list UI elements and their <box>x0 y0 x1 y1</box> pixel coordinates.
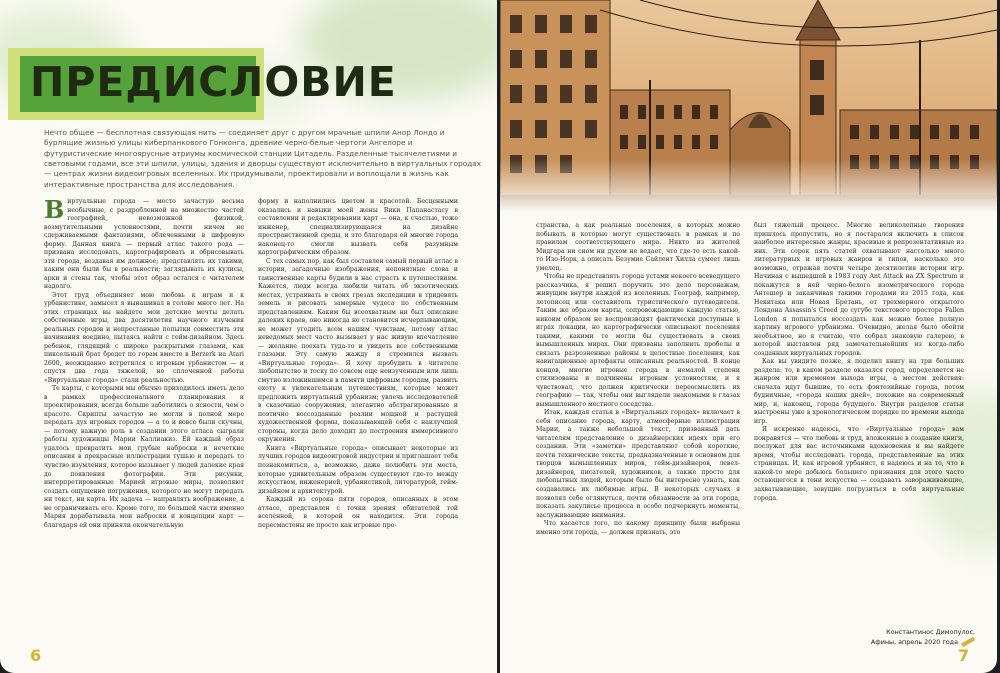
paragraph: Этот труд объединяет мою любовь к играм и к урбанистике, замысел я вынашивал в голове много лет. На этих страницах вы найдете мои детские мечты делать собственные игры, два десятилетия научного изучения реальных городов и непрестанные попытки совместить эти начинания воедино, пытаясь найти с гейм-дизайном. Здесь ребенок, глядящий с широко раскрытыми глазами, как пиксельный брат бредет по горам вместе в Berzerk на Atari 2600, неожиданно встретился с игровым урбанистом — и спустя два года тяжелой, но сплоченной работы «Виртуальные города» стали реальностью. <box>44 291 244 384</box>
lead-paragraph: Нечто общее — бесплотная связующая нить — соединяет друг с другом мрачные шпили Анор Лондо и бурлящие жизнью улицы киберпанкового Гонконга, древние черно-белые чертоги Ангелоре и футуристические многоярусные атриумы космической станции Цитадель. Разделенные тысячелетиями и световыми годами, все эти шпили, улицы, здания и дворцы существуют исключительно в виртуальных городах — центрах жизни видеоигровых вселенных. Их придумывали, проектировали и воплощали в жизнь как интерактивные пространства для исследования. <box>44 128 482 189</box>
paragraph: Книга «Виртуальные города» описывает некоторые из лучших городов видеоигровой индустрии и приглашает тебя познакомиться, а, возможно, даже полюбить эти места, которые удивительным образом существуют где-то между искусством, инженерией, урбанистикой, литературой, гейм-дизайном и архитектурой. <box>258 444 458 495</box>
left-page <box>0 0 497 673</box>
paragraph: Те карты, с которыми мы обычно приходилось иметь дело в рамках профессионального планирования и проектирования, всегда больше заботились о ясности, чем о красоте. Скрипты зачастую не могли в полной мере передать дух игровых городов — а то и вовсе были скучны, — потому важную роль в создании этого атласа сыграли работы художницы Марии Каллиакиз. Ей каждый образ удалось превратить мои грубые наброски и нечеткие описания в прекрасные иллюстрации тушью и передать то чувство изумления, которое вызывает у людей далекие края до появления фотографии. Эти рисунки, интерпретированные Марией игровые миры, позволяют создать ощущение погружения, которого не могут передать ни текст, ни карта. Их задача — направлять воображение, а не ограничивать его. Кроме того, по большей части именно Мария дорабатывала мои наброски и концепции карт — благодаря ей они приняли окончательную <box>44 385 244 529</box>
paragraph: С тех самых пор, как был составлен самый первый атлас в истории, загадочные изображения, непонятные слова и таинственные карты будили в нас страсть к путешествиям. Кажется, люди всегда любили читать об экзотических местах, устраивать в своих грезах экспедиции в тридевять земель и рисовать замерные чудеса по собственным представлениям. Каким бы всеохватным ни был описание далеких краев, оно никогда не становится исчерпывающим, не может угодить всем нашим чувствам, потому атлас неведомых мест часто вызывает у нас живую впечатление — желание поехать туда-то и увидеть все собственными глазами. Эту самую жажду я стремился вызвать «Виртуальные города». Я хочу пробудить в читателе любопытство и тоску по совсем еще неизученным или лишь смутно изложившимся в памяти цифровым городам, развить охоту к увлекательным путешествиям, которые может предложить виртуальный урбанизм; увлечь исследователей в сказочные сооружения, элегантно абстрагированные и поэтично воссозданные реалии мощной и растущей художественной формы, показывающей себя с наилучшей стороны, когда дело доходит до построения иммерсивного окружения. <box>258 257 458 444</box>
paragraph: был тяжелый процесс. Многие великолепные творения пришлось пропустить, но я постарался включить в список наиболее интересные жанры, красивые и репрезентативные из них. Эти сорок пять статей охватывают настолько много литературных и игровых жанров и типов, насколько это возможно, отражая почти четыре десятилетия истории игр. Начиная с вышедшей в 1983 году Ant Attack на ZX Spectrum и покажутся в ней черно-белого изометрического города Антешер и заканчивая такими городами из 2015 года, как Некитака или Новая Бретань, от трехмерного открытого Лондона Assassin's Creed до сугубо текстового простора Fallen London я попытался воссоздать как можно более полную картину игрового урбанизма. Очевидно, желая было обойти необъятное, но я считаю, что собрал знаковую галерею, в которой выставлен ряд замечательнейших из когда-либо созданных виртуальных городов. <box>754 222 964 357</box>
paragraph: странства, а как реальные поселения, в которых можно побывать и которые могут существовать в рамках и по правилам соответствующего мира. Никто из жителей Мидгара ни сном ни духом не ведает, что где-то есть какой-то Изо-Норк, а описать Безумие Сайлент Хилла сумеет лишь умелец. <box>536 222 740 272</box>
page-number-right: 7 <box>958 646 970 665</box>
page-number-left: 6 <box>30 646 42 665</box>
city-illustration <box>500 0 997 212</box>
page-title: ПРЕДИСЛОВИЕ <box>30 58 397 106</box>
paragraph: Я искренне надеюсь, что «Виртуальные города» вам понравятся — что любовь и труд, вложенные в создание книги, послужат для вас источниками вдохновения и вы найдете время, чтобы исследовать города, представленные на этих страницах. И, как игровой урбанист, я надеюсь и на то, что в какой-то мере добьюсь большего признания для этого часто остающегося в тени искусства — создавать завораживающие, захватывающие, зовущие погрузиться в себя виртуальные города. <box>754 426 964 502</box>
right-page <box>500 0 997 673</box>
paragraph: иртуальные города — место зачастую весьма необычные, с раздробленной на множество частей географией, невозможной физикой, возмутительными условностями, почти ничем не сдерживаемыми фантазиями, облеченными в цифровую форму. Данная книга — первый атлас такого рода — призвана исследовать, картографировать и обрисовывать эти города, воздавая им должное; представлять их такими, каким они были бы в реальности; заглядывать их кулисы, арки и стены так, чтобы этот образ остался с читателем надолго. <box>44 198 244 291</box>
place-date: Афины, апрель 2020 года <box>870 637 958 646</box>
text-column-4 <box>754 222 964 622</box>
author-name: Константинос Димопулос, <box>886 628 975 636</box>
drop-cap: В <box>44 195 65 224</box>
author-signature <box>871 628 975 647</box>
text-column-3 <box>536 222 740 642</box>
paragraph: Каждый из сорока пяти городов, описанных в этом атласе, представлен с точки зрения обитателей той вселенной, в которой он находится. Эти города пересмастены не просто как игровые про- <box>258 496 458 529</box>
paragraph: Как вы увидите позже, я поделил книгу на три больших раздела: то, в каком разделе оказался город, определяется не жанром или временем выхода игры, а местом действия: сначала идут бывшие, то есть фэнтезийные города, потом будничные, «города наших дней», похожие на современный мир, и, наконец, города будущего. Внутри разделов статьи выстроены уже в хронологическом порядке по времени выхода игр. <box>754 358 964 425</box>
paragraph: Чтобы не представлять города устами некоего всеведущего рассказчика, я решил поручить это дело персонажам, живущим внутри каждой из вселенных. Географ, например, летописец или составитель туристического путеводителя. Таким же образом карты, сопровождающие каждую статью, никоим образом не воспроизводят фактически доступные в играх локации, но картографически описывают поселения такими, какими те могли бы существовать в своих вымышленных мирах. Они призваны заполнить пробелы и связать разрозненные районы в целостные поселения, как навигационные артефакты описанных реальностей. В конце концов, многие игровые города в немалой степени стилизованы и подчинены игровым условностям, и я чувствовал, что должен критически переосмыслить их географию — так, чтобы они выглядели знакомыми в глазах вымышленного местного соседства. <box>536 273 740 408</box>
text-column-2 <box>258 198 458 638</box>
paragraph: форму и наполнились цветом и красотой. Бесценными оказались и навыки моей жены Вики Папанастасу в составлении и редактировании карт — она, к счастью, тоже инженер, специализирующаяся на дизайне пространственной среды, и это благодаря ей многие города наконец-то смогли вызвать себя разумным картографическим образом. <box>258 198 458 257</box>
paragraph: Что касается того, по какому принципу были выбраны именно эти города, — должен признать, это <box>536 520 740 536</box>
text-column-1 <box>44 195 244 638</box>
paragraph: Итак, каждая статья в «Виртуальных городах» включает в себя описание города, карту, атмосферные иллюстрации Марии, а также небольшой текст, призванный дать читателям представление о дизайнерских идеях при его создании. Эти «заметки» представляют собой короткие, почти технические тексты, предназначенные в основном для творцов вымышленных миров, гейм-дизайнеров, левел-дизайнеров, писателей, художников, а также просто для любопытных людей, которым было бы интересно узнать, как создавались их любимые игры. В некоторых случаях я позволял себе оглянуться, почти обязанности за эти города, показать закулисье процесса и особо подчеркнуть моменты, заслуживающие внимания. <box>536 409 740 519</box>
